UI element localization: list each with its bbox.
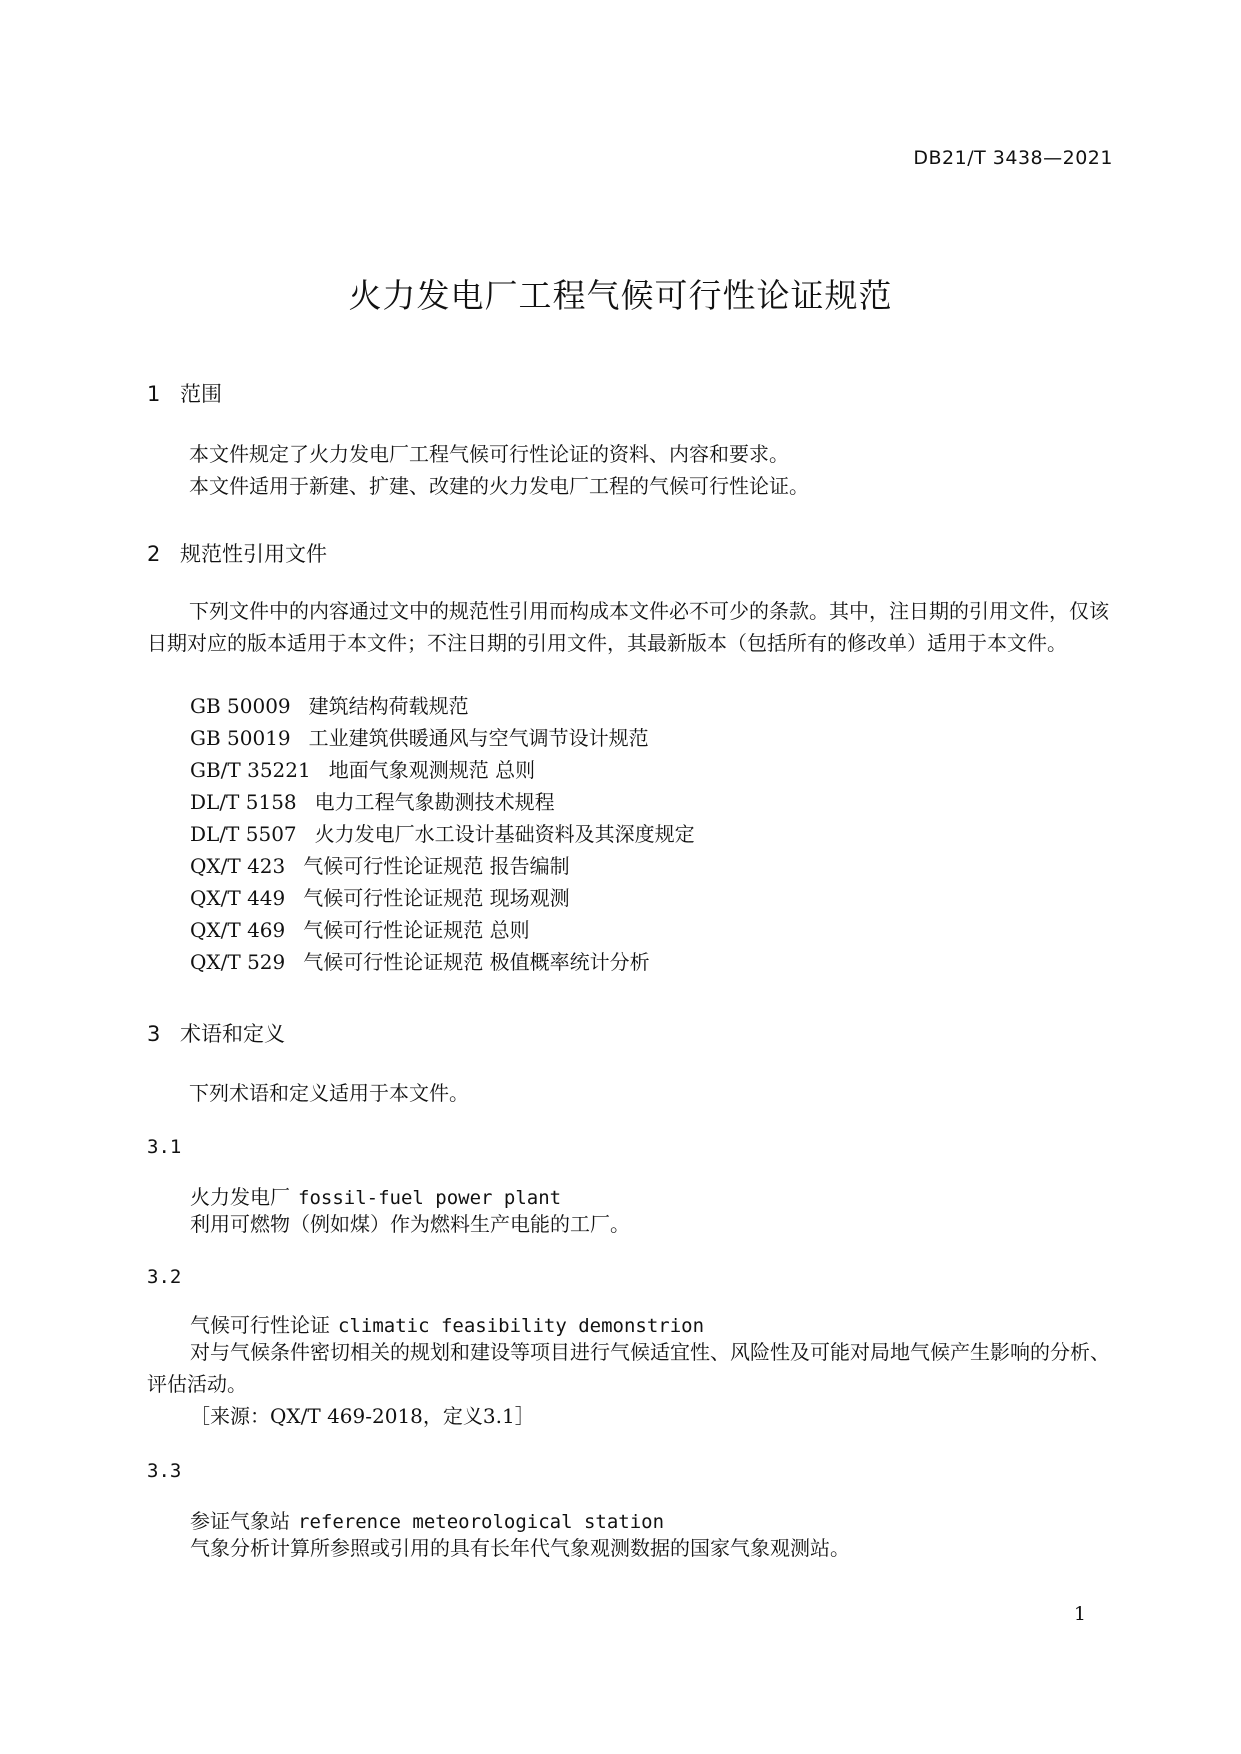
- section-number: 2: [147, 542, 161, 566]
- term-zh: 参证气象站: [190, 1509, 290, 1533]
- reference-code: GB 50019: [190, 726, 291, 750]
- document-code: DB21/T 3438—2021: [913, 147, 1113, 169]
- term-definition: [147, 1532, 1115, 1564]
- term-en: reference meteorological station: [298, 1511, 665, 1533]
- reference-title: 电力工程气象勘测技术规程: [314, 790, 555, 814]
- reference-title: 火力发电厂水工设计基础资料及其深度规定: [314, 822, 695, 846]
- reference-code: QX/T 469: [190, 918, 286, 942]
- reference-item: [190, 946, 695, 978]
- reference-code: QX/T 529: [190, 950, 286, 974]
- reference-item: [190, 690, 695, 722]
- reference-title: 气候可行性论证规范 总则: [303, 918, 530, 942]
- term-heading: [190, 1181, 561, 1210]
- term-heading: [190, 1505, 664, 1534]
- section-number: 3: [147, 1022, 161, 1046]
- reference-code: DL/T 5507: [190, 822, 297, 846]
- reference-title: 建筑结构荷载规范: [308, 694, 469, 718]
- term-source: ［来源：QX/T 469-2018，定义3.1］: [190, 1404, 535, 1428]
- terms-intro: [147, 1077, 1115, 1109]
- document-title: 火力发电厂工程气候可行性论证规范: [348, 276, 893, 315]
- reference-title: 工业建筑供暖通风与空气调节设计规范: [308, 726, 649, 750]
- normative-intro: [147, 595, 1115, 659]
- reference-item: [190, 914, 695, 946]
- reference-item: [190, 754, 695, 786]
- terms-intro-text: 下列术语和定义适用于本文件。: [189, 1081, 469, 1105]
- reference-code: GB 50009: [190, 694, 291, 718]
- scope-paragraph-1: 本文件规定了火力发电厂工程气候可行性论证的资料、内容和要求。: [189, 442, 789, 466]
- reference-title: 地面气象观测规范 总则: [328, 758, 536, 782]
- reference-title: 气候可行性论证规范 现场观测: [303, 886, 570, 910]
- reference-code: DL/T 5158: [190, 790, 297, 814]
- reference-item: [190, 786, 695, 818]
- term-number: 3.2: [147, 1266, 182, 1288]
- reference-title: 气候可行性论证规范 报告编制: [303, 854, 570, 878]
- reference-code: QX/T 423: [190, 854, 286, 878]
- term-zh: 气候可行性论证: [190, 1313, 330, 1337]
- reference-item: [190, 818, 695, 850]
- term-definition: [147, 1336, 1115, 1432]
- section-heading-3: [147, 1018, 285, 1048]
- section-title: 规范性引用文件: [180, 542, 327, 566]
- term-number: 3.1: [147, 1136, 182, 1158]
- section-title: 范围: [180, 382, 222, 406]
- term-en: fossil-fuel power plant: [298, 1187, 562, 1209]
- normative-intro-text: 下列文件中的内容通过文中的规范性引用而构成本文件必不可少的条款。其中，注日期的引用文件，仅该日期对应的版本适用于本文件；不注日期的引用文件，其最新版本（包括所有的修改单）适用于本文件。: [147, 599, 1109, 655]
- scope-paragraphs: [147, 438, 1115, 502]
- term-en: climatic feasibility demonstrion: [338, 1315, 705, 1337]
- reference-code: QX/T 449: [190, 886, 286, 910]
- term-number: 3.3: [147, 1460, 182, 1482]
- scope-paragraph-2: 本文件适用于新建、扩建、改建的火力发电厂工程的气候可行性论证。: [189, 474, 809, 498]
- reference-item: [190, 722, 695, 754]
- section-heading-1: [147, 378, 222, 408]
- term-definition-text: 对与气候条件密切相关的规划和建设等项目进行气候适宜性、风险性及可能对局地气候产生影响的分析、评估活动。: [147, 1340, 1110, 1396]
- reference-item: [190, 882, 695, 914]
- reference-item: [190, 850, 695, 882]
- reference-list: [190, 690, 695, 978]
- page-number: 1: [1073, 1603, 1086, 1625]
- term-definition: [147, 1208, 1115, 1240]
- section-number: 1: [147, 382, 161, 406]
- reference-title: 气候可行性论证规范 极值概率统计分析: [303, 950, 650, 974]
- term-definition-text: 气象分析计算所参照或引用的具有长年代气象观测数据的国家气象观测站。: [190, 1536, 850, 1560]
- reference-code: GB/T 35221: [190, 758, 311, 782]
- term-zh: 火力发电厂: [190, 1185, 290, 1209]
- section-title: 术语和定义: [180, 1022, 285, 1046]
- term-heading: [190, 1309, 704, 1338]
- section-heading-2: [147, 538, 327, 568]
- term-definition-text: 利用可燃物（例如煤）作为燃料生产电能的工厂。: [190, 1212, 630, 1236]
